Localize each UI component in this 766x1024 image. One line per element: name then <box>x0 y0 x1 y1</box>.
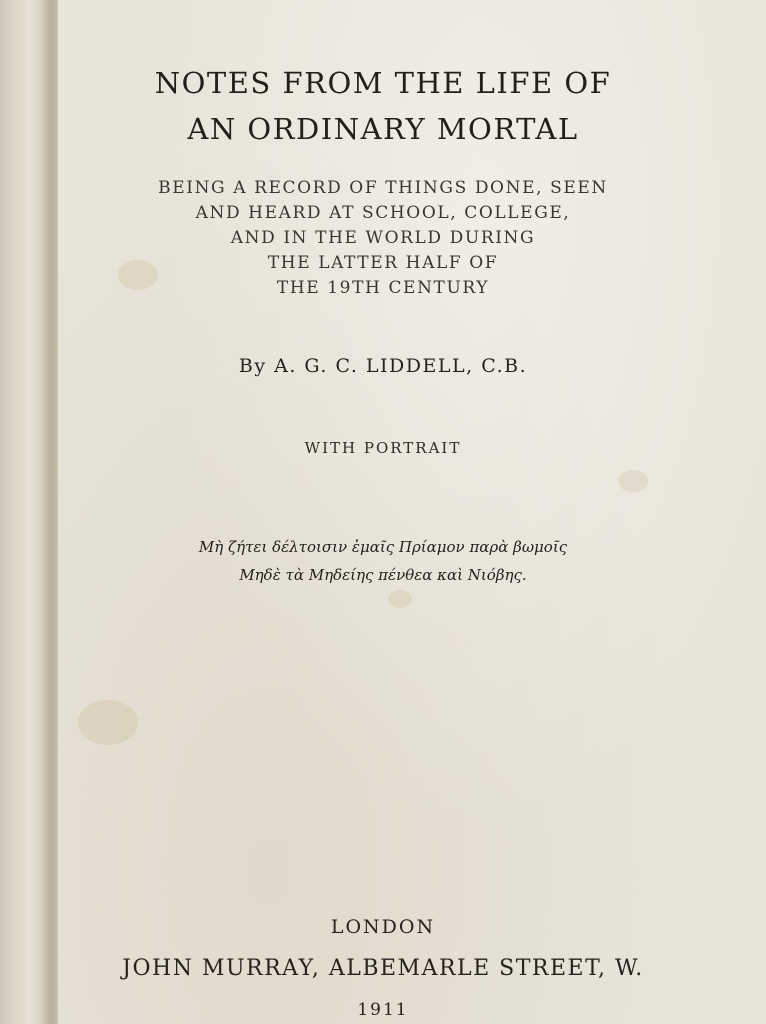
subtitle-line-5: THE 19TH CENTURY <box>276 278 490 298</box>
title-page <box>58 0 766 1024</box>
book-title-line-2: AN ORDINARY MORTAL <box>187 112 579 146</box>
imprint-city: LONDON <box>330 916 436 938</box>
imprint-year: 1911 <box>357 1000 409 1020</box>
subtitle-line-2: AND HEARD AT SCHOOL, COLLEGE, <box>195 203 571 223</box>
subtitle-line-1: BEING A RECORD OF THINGS DONE, SEEN <box>158 178 608 198</box>
author-line: By A. G. C. LIDDELL, C.B. <box>238 355 528 377</box>
epigraph-line-1: Μὴ ζήτει δέλτοισιν ἐμαῖς Πρίαμον παρὰ βωμοῖς <box>198 538 568 556</box>
subtitle-line-3: AND IN THE WORLD DURING <box>230 228 536 248</box>
book-title-line-1: NOTES FROM THE LIFE OF <box>154 66 612 100</box>
epigraph-line-2: Μηδὲ τὰ Μηδείης πένθεα καὶ Νιόβης. <box>239 566 527 584</box>
paper-stain <box>388 590 412 608</box>
paper-stain <box>78 700 138 745</box>
paper-stain <box>618 470 648 492</box>
portrait-note: WITH PORTRAIT <box>304 439 462 457</box>
subtitle-line-4: THE LATTER HALF OF <box>267 253 499 273</box>
imprint-publisher: JOHN MURRAY, ALBEMARLE STREET, W. <box>122 956 644 981</box>
